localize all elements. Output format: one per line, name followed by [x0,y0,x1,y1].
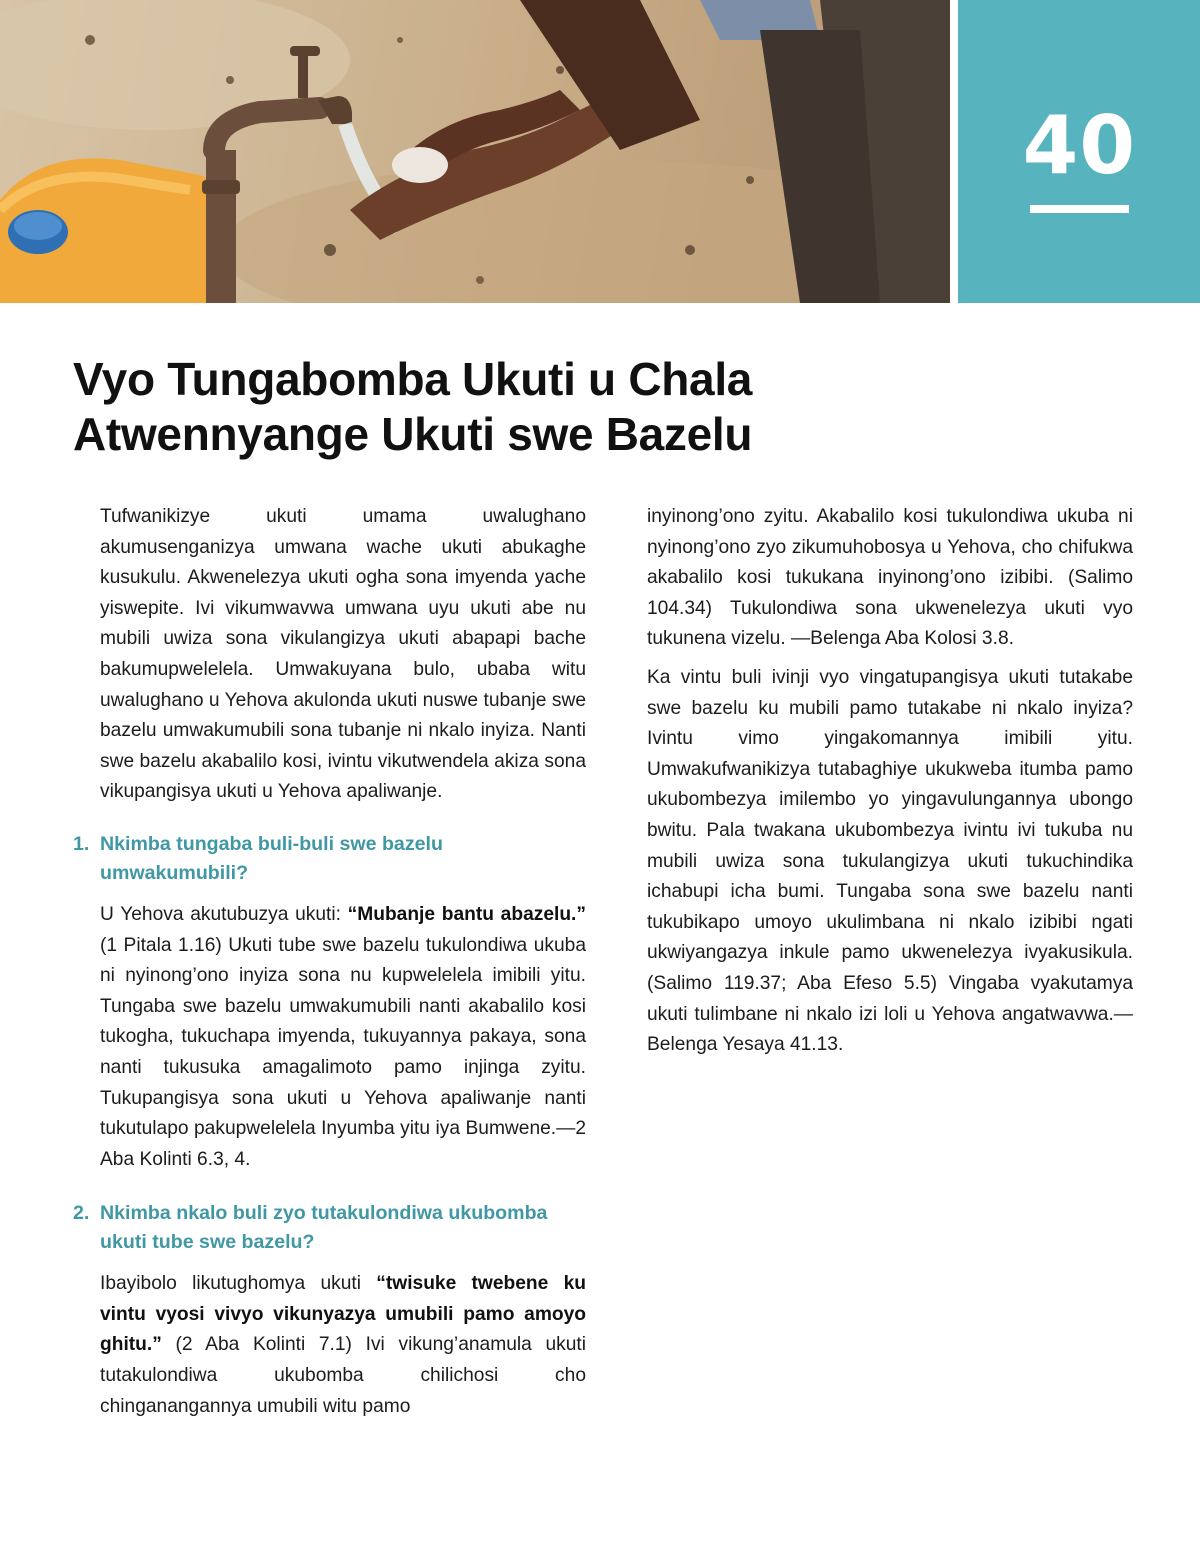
lesson-number: 40 [1022,99,1136,192]
question-2-text: Nkimba nkalo buli zyo tutakulondiwa ukubomba ukuti tube swe bazelu? [100,1202,548,1254]
answer-2-paragraph [100,1269,586,1422]
answer-2-lead: Ibayibolo likutughomya ukuti [100,1273,377,1295]
question-2 [73,1199,586,1257]
answer-2-quote: “twisuke twebene ku vintu vyosi vivyo vikunyazya umubili pamo amoyo ghitu.” [100,1273,587,1356]
answer-1-paragraph [100,900,586,1175]
page-title [73,352,893,462]
lesson-number-block [958,0,1200,303]
question-1-text: Nkimba tungaba buli-buli swe bazelu umwakumubili? [100,832,443,884]
question-1-number: 1. [73,832,90,855]
title-line-1: Vyo Tungabomba Ukuti u Chala [73,353,753,405]
answer-1-quote: “Mubanje bantu abazelu.” [347,903,586,925]
question-1 [73,830,586,888]
answer-2-continuation: inyinong’ono zyitu. Akabalilo kosi tukulondiwa ukuba ni nyinong’ono zyo zikumuhobosya u Yehova, cho chifukwa akabalilo kosi tukukana inyinong’ono izibibi. (Salimo 104.34) Tukulondiwa sona ukwenelezya ukuti vyo tukunena vizelu. —Belenga Aba Kolosi 3.8. [647,506,1133,650]
intro-paragraph: Tufwanikizye ukuti umama uwalughano akumusenganizya umwana wache ukuti abukaghe kusukulu. Akwenelezya ukuti ogha sona imyenda yache yiswepite. Ivi vikumwavwa umwana uyu ukuti abe nu mubili uwiza sona vikulangizya ukuti abapapi bache bakumupwelelela. Umwakuyana bulo, ubaba witu uwalughano u Yehova akulonda ukuti nuswe tubanje swe bazelu umwakumubili sona tubanje ni nkalo inyiza. Nanti swe bazelu akabalilo kosi, ivintu vikutwendela akiza sona vikupangisya ukuti u Yehova apaliwanje. [100,506,586,803]
answer-1-body: (1 Pitala 1.16) Ukuti tube swe bazelu tukulondiwa ukuba ni nyinong’ono inyiza sona nu kupwelelela imibili yitu. Tungaba swe bazelu umwakumubili nanti akabalilo kosi tukogha, tukuchapa imyenda, tukuyannya pakaya, sona nanti tukusuka amagalimoto pamo injinga zyitu. Tukupangisya sona ukuti u Yehova apaliwanje nanti tukutulapo pakupwelelela Inyumba yitu iya Bumwene.—2 Aba Kolinti 6.3, 4. [100,934,586,1170]
lesson-number-underline [1030,205,1129,213]
answer-2-second-paragraph: Ka vintu buli ivinji vyo vingatupangisya ukuti tutakabe swe bazelu ku mubili pamo tutakabe ni nkalo inyiza? Ivintu vimo yingakomannya imibili yitu. Umwakufwanikizya tutabaghiye ukukweba itumba pamo ukubombezya imilembo yo yingavulungannya ubongo bwitu. Pala twakana ukubombezya ivintu ivi tukuba nu mubili uwiza sona tukulangizya ukuti tukuchindika ichabupi icha bumi. Tungaba sona swe bazelu nanti tukubikapo umoyo ukulimbana ni nkalo izibibi ngati ukwiyangazya inkule pamo ukwenelezya ivyakusikula. (Salimo 119.37; Aba Efeso 5.5) Vingaba vyakutamya ukuti tulimbane ni nkalo izi loli u Yehova angatwavwa.—Belenga Yesaya 41.13. [647,666,1133,1056]
title-line-2: Atwennyange Ukuti swe Bazelu [73,408,753,460]
hero-photo [0,0,950,303]
right-column [647,502,1133,1061]
hand-washing-illustration [0,0,950,303]
left-column [73,502,587,1422]
question-2-number: 2. [73,1202,90,1225]
answer-1-lead: U Yehova akutubuzya ukuti: [100,903,348,925]
answer-2-body-start: (2 Aba Kolinti 7.1) Ivi vikung’anamula ukuti tutakulondiwa ukubomba chilichosi cho chinganangannya umubili witu pamo [100,1334,586,1417]
